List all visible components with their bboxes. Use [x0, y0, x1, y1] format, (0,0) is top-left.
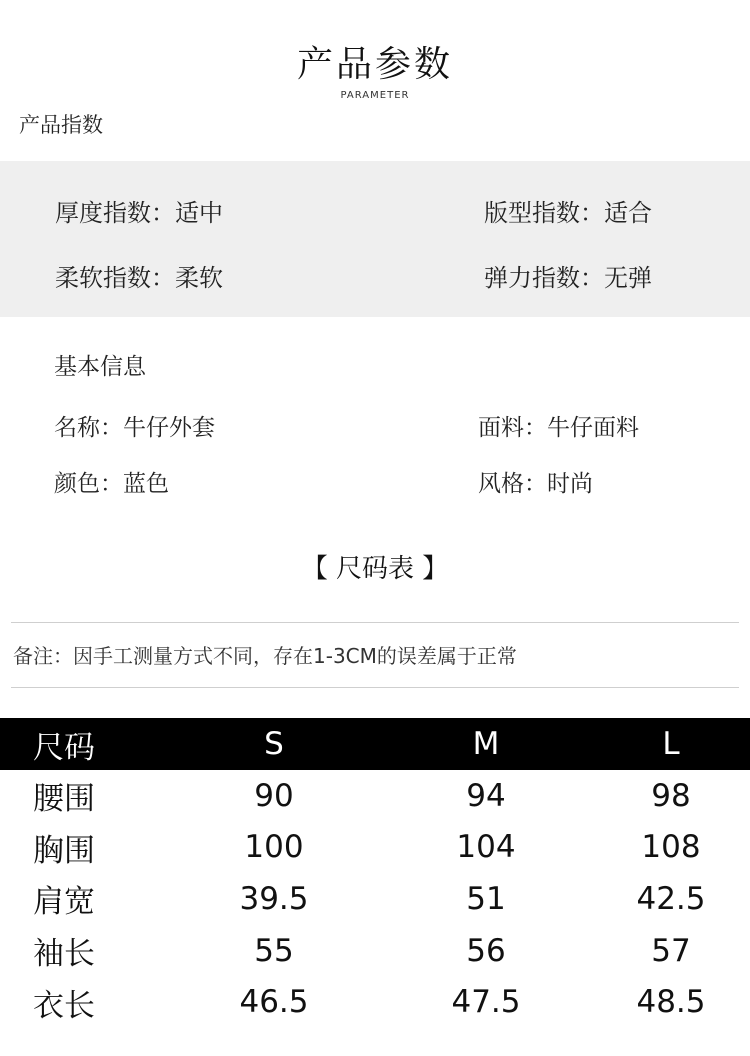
table-row [0, 925, 750, 977]
cell: 104 [456, 829, 516, 866]
cell: 57 [651, 932, 691, 969]
index-value: 无弹 [604, 264, 652, 292]
info-label: 名称： [54, 415, 123, 441]
index-label: 版型指数： [484, 199, 604, 227]
info-label: 风格： [478, 471, 547, 497]
index-value: 适中 [175, 199, 223, 227]
page-title: 产品参数 [296, 44, 453, 85]
cell: 98 [651, 777, 691, 814]
header-m: M [380, 718, 592, 770]
size-table [0, 718, 750, 1028]
index-thickness [55, 193, 223, 228]
cell: 100 [244, 829, 304, 866]
cell: 42.5 [636, 880, 706, 917]
index-value: 柔软 [175, 264, 223, 292]
cell: 90 [254, 777, 294, 814]
info-value: 蓝色 [123, 471, 169, 497]
info-value: 牛仔外套 [123, 415, 215, 441]
basic-info-color [54, 465, 169, 498]
divider-top [11, 622, 739, 623]
info-label: 颜色： [54, 471, 123, 497]
cell: 51 [466, 880, 506, 917]
table-row [0, 873, 750, 925]
index-elasticity [484, 258, 652, 293]
table-row [0, 822, 750, 874]
index-label: 柔软指数： [55, 264, 175, 292]
basic-info-name [54, 409, 215, 442]
cell: 47.5 [451, 984, 521, 1021]
page-subtitle: PARAMETER [340, 90, 410, 101]
cell: 39.5 [239, 880, 309, 917]
cell: 46.5 [239, 984, 309, 1021]
basic-info-style [478, 465, 593, 498]
index-fit [484, 193, 652, 228]
cell: 94 [466, 777, 506, 814]
cell: 55 [254, 932, 294, 969]
header-s: S [168, 718, 380, 770]
index-label: 弹力指数： [484, 264, 604, 292]
index-label: 厚度指数： [55, 199, 175, 227]
cell: 108 [641, 829, 701, 866]
basic-info-title: 基本信息 [54, 354, 146, 380]
header-size: 尺码 [0, 718, 168, 770]
table-row [0, 976, 750, 1028]
cell: 56 [466, 932, 506, 969]
info-value: 牛仔面料 [547, 415, 639, 441]
row-label: 腰围 [33, 781, 95, 818]
index-softness [55, 258, 223, 293]
info-label: 面料： [478, 415, 547, 441]
cell: 48.5 [636, 984, 706, 1021]
index-value: 适合 [604, 199, 652, 227]
table-row [0, 770, 750, 822]
divider-bottom [11, 687, 739, 688]
row-label: 袖长 [33, 936, 95, 973]
section-label: 产品指数 [19, 113, 103, 137]
info-value: 时尚 [547, 471, 593, 497]
measurement-note: 备注：因手工测量方式不同，存在1-3CM的误差属于正常 [13, 644, 517, 668]
size-table-header [0, 718, 750, 770]
row-label: 肩宽 [33, 884, 95, 921]
index-panel [0, 161, 750, 317]
header-l: L [592, 718, 750, 770]
row-label: 胸围 [33, 832, 95, 869]
basic-info-fabric [478, 409, 639, 442]
row-label: 衣长 [33, 987, 95, 1024]
size-chart-title: 【 尺码表 】 [301, 554, 449, 584]
